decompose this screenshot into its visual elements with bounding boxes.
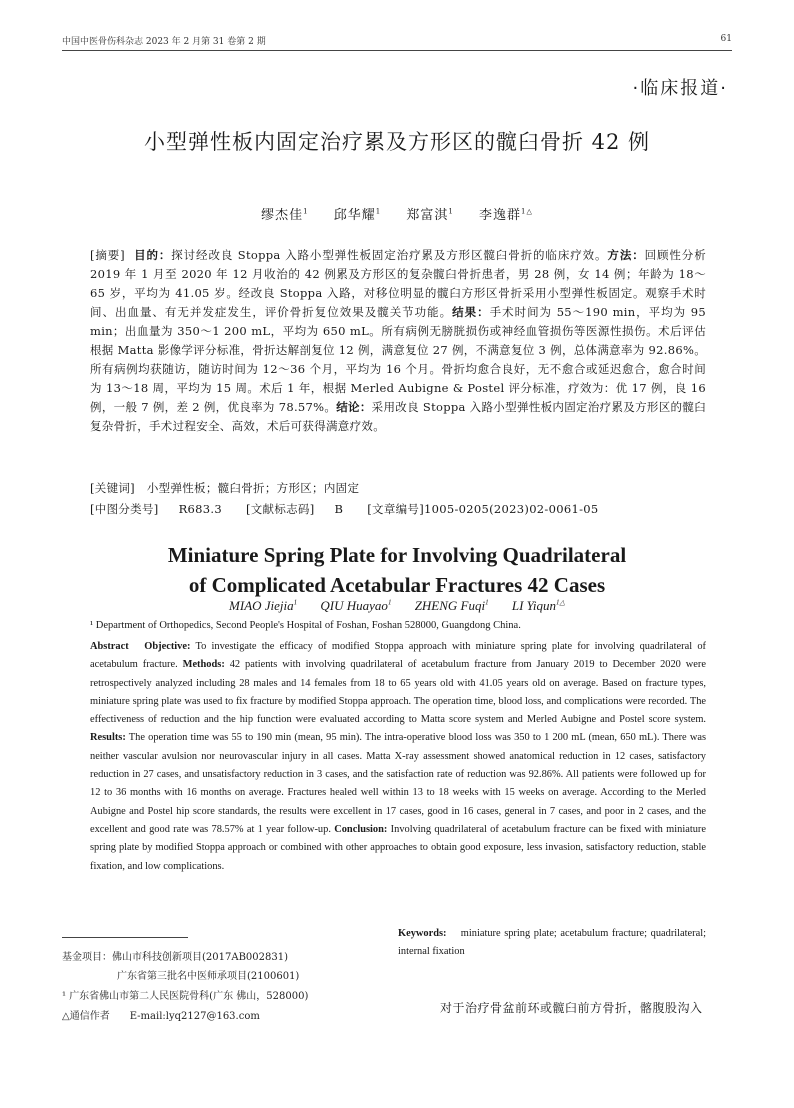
header-rule [62,50,732,51]
keywords-cn-line [90,480,706,496]
results-en: The operation time was 55 to 190 min (mean, 95 min). The intra-operative blood loss was 350 to 1 200 mL (mean, 650 mL). There was neither vascular avulsion nor neurovascular injury in all cases. Matta X-ray assessment showed anatomical reduction in 12 cases, satisfactory reduction in 27 cases, and unsatisfactory reduction in 3 cases, and the satisfaction rate of reduction was 92.86%. All patients were followed up for 12 to 36 months with 16 months on average. Fractures healed well within 13 to 18 weeks with 15 weeks on average. According to the Merled Aubigne and Postel hip score standards, the results were excellent in 17 cases, good in 16 cases, general in 7 cases, and poor in 2 cases, and the excellent and good rate was 78.57% at 1 year follow-up. [90,732,706,835]
article-title-en [0,540,794,600]
author-en-1: MIAO Jiejia$^1$ [229,598,298,613]
objective-cn: 探讨经改良 Stoppa 入路小型弹性板固定治疗累及方形区髋臼骨折的临床疗效。 [171,248,608,262]
article-title-en-line2: of Complicated Acetabular Fractures 42 Cases [188,573,606,597]
clc-value: R683.3 [178,502,222,516]
conclusion-cn: 采用改良 Stoppa 入路小型弹性板内固定治疗累及方形区的髋臼复杂骨折，手术过程安全、高效，术后可获得满意疗效。 [90,400,706,433]
conclusion-cn-label: 结论： [336,400,372,414]
keywords-en-block [398,925,706,961]
doc-code-label: [文献标志码] [245,502,315,516]
journal-running-title: 中国中医骨伤科杂志 2023 年 2 月第 31 卷第 2 期 [62,37,266,47]
footnote-fund-2: 广东省第三批名中医师承项目(2100601) [117,971,300,982]
footnote-rule [62,937,188,938]
article-no-value: 1005-0205(2023)02-0061-05 [424,502,599,516]
results-cn: 手术时间为 55～190 min，平均为 95 min；出血量为 350～1 200 mL，平均为 650 mL。所有病例无膀胱损伤或神经血管损伤等医源性损伤。术后评估根据 Matta 影像学评分标准，骨折达解剖复位 12 例，满意复位 27 例，不满意复位 3 例，总体满意率为 92.86%。所有病例均获随访，随访时间为 12～36 个月，平均为 16 个月。骨折均愈合良好，无不愈合或延迟愈合，愈合时间为 13～18 周，平均为 15 周。术后 1 年，根据 Merled Aubigne & Postel 评分标准，疗效为：优 17 例，良 16 例，一般 7 例，差 2 例，优良率为 78.57%。 [90,305,706,414]
author-en-4: LI Yiqun$^{1\triangle}$ [511,598,565,613]
conclusion-en: Involving quadrilateral of acetabulum fracture can be fixed with miniature spring plate by modified Stoppa approach or combined with other approaches to obtain good exposure, less invasion, satisfactory reduction, stable fixation, and low complications. [90,823,707,872]
article-title-cn: 小型弹性板内固定治疗累及方形区的髋臼骨折 42 例 [143,130,651,154]
objective-en-label: Objective: [144,641,191,652]
results-en-label: Results: [90,732,126,744]
article-title-en-line1: Miniature Spring Plate for Involving Quadrilateral [167,543,627,567]
running-header [62,34,732,50]
footnote-fund-1: 基金项目：佛山市科技创新项目(2017AB002831) [62,952,288,963]
author-en-3: ZHENG Fuqi$^1$ [414,598,489,613]
keywords-en: miniature spring plate; acetabulum fracture; quadrilateral; internal fixation [398,928,707,957]
authors-en [0,598,794,614]
keywords-cn-label: [关键词] [90,481,135,495]
doc-code-value: B [334,502,344,516]
affiliation-en: ¹ Department of Orthopedics, Second People's Hospital of Foshan, Foshan 528000, Guangdong China. [90,620,521,631]
objective-en: To investigate the efficacy of modified Stoppa approach with miniature spring plate for involving quadrilateral of acetabulum fracture. [90,641,706,671]
author-cn-3: 郑富淇$^1$ [406,207,454,223]
authors-cn [0,204,794,223]
page-number: 61 [720,34,732,44]
results-cn-label: 结果： [452,305,490,319]
methods-en: 42 patients with involving quadrilateral of acetabulum fracture from January 2019 to December 2020 were retrospectively analyzed including 28 males and 14 females from 18 to 65 years old with 41.05 years old on average. Based on fracture types, miniature spring plate was used to fix fracture by modified Stoppa approach. The operation time, blood loss, and complications were recorded. The effectiveness of reduction and the hip function were evaluated according to Matta score system and Merled Aubigne and Postel score system. [90,659,706,726]
methods-cn-label: 方法： [607,248,645,262]
author-cn-1: 缪杰佳$^1$ [261,207,309,223]
methods-en-label: Methods: [182,659,225,671]
author-cn-4: 李逸群$^{1\triangle}$ [479,207,533,223]
author-en-2: QIU Huayao$^1$ [320,598,392,613]
methods-cn: 回顾性分析 2019 年 1 月至 2020 年 12 月收治的 42 例累及方形区的复杂髋臼骨折患者，男 28 例，女 14 例；年龄为 18～65 岁，平均为 41.05 岁。经改良 Stoppa 入路，对移位明显的髋臼方形区骨折采用小型弹性板固定。观察手术时间、出血量、有无并发症发生，评价骨折复位效果及髋关节功能。 [90,248,706,319]
footnote-affiliation: ¹ 广东省佛山市第二人民医院骨科(广东 佛山，528000) [62,991,309,1002]
section-heading: ·临床报道· [632,78,728,99]
classification-line [90,501,706,517]
article-no-label: [文章编号] [367,502,425,516]
keywords-en-label: Keywords: [398,928,447,939]
author-cn-2: 邱华耀$^1$ [333,207,382,223]
abstract-en [90,638,706,876]
body-text-start: 对于治疗骨盆前环或髋臼前方骨折，髂腹股沟入 [440,1001,703,1015]
keywords-cn: 小型弹性板；髋臼骨折；方形区；内固定 [146,481,360,495]
footnote-corresponding: △通信作者 E-mail:lyq2127@163.com [62,1011,260,1022]
conclusion-en-label: Conclusion: [334,823,388,835]
abstract-cn-label: [摘要] [90,248,125,262]
objective-cn-label: 目的： [134,248,172,262]
abstract-en-label: Abstract [90,641,129,652]
abstract-cn [90,246,706,436]
clc-label: [中图分类号] [90,502,159,516]
